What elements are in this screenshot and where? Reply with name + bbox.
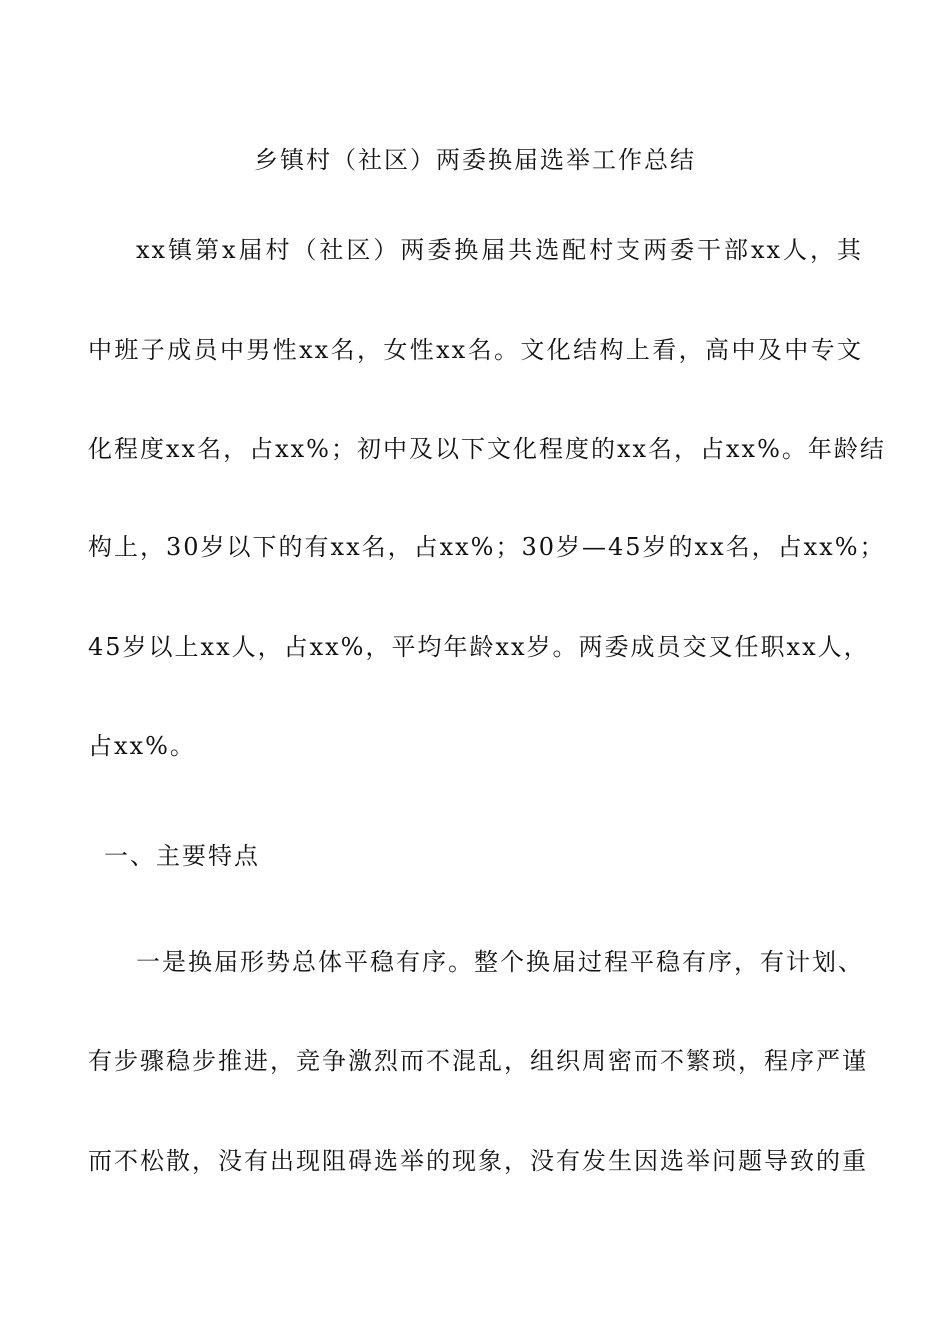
paragraph-line: 构上，30岁以下的有xx名，占xx%；30岁—45岁的xx名，占xx%； <box>88 533 886 561</box>
paragraph-line: 占xx%。 <box>88 732 196 760</box>
paragraph-line: 而不松散，没有出现阻碍选举的现象，没有发生因选举问题导致的重 <box>88 1147 868 1175</box>
paragraph-line: 化程度xx名，占xx%；初中及以下文化程度的xx名，占xx%。年龄结 <box>88 435 886 463</box>
paragraph-line: 45岁以上xx人，占xx%，平均年龄xx岁。两委成员交叉任职xx人， <box>88 633 870 661</box>
paragraph-line: 一是换届形势总体平稳有序。整个换届过程平稳有序，有计划、 <box>136 948 864 976</box>
document-title: 乡镇村（社区）两委换届选举工作总结 <box>254 146 696 174</box>
paragraph-line: 中班子成员中男性xx名，女性xx名。文化结构上看，高中及中专文 <box>88 336 863 364</box>
paragraph-line: xx镇第x届村（社区）两委换届共选配村支两委干部xx人，其 <box>136 236 863 264</box>
section-heading: 一、主要特点 <box>104 842 260 870</box>
paragraph-line: 有步骤稳步推进，竞争激烈而不混乱，组织周密而不繁琐，程序严谨 <box>88 1047 868 1075</box>
